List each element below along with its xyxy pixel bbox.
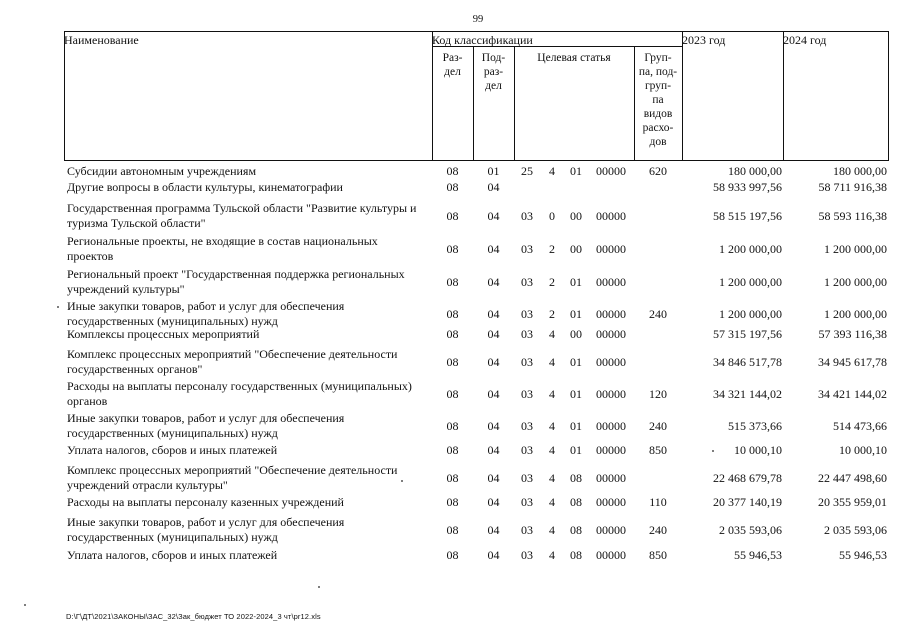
row-pr: 04 [487, 327, 500, 341]
row-y2023: 20 377 140,19 [713, 495, 782, 509]
row-pr: 04 [487, 242, 500, 256]
row-y2024: 58 593 116,38 [818, 209, 887, 223]
row-rz: 08 [446, 471, 459, 485]
row-name: Уплата налогов, сборов и иных платежей [67, 443, 278, 457]
row-y2024: 10 000,10 [839, 443, 887, 457]
row-rz: 08 [446, 307, 459, 321]
row-c1: 03 [521, 307, 533, 321]
row-rz: 08 [446, 523, 459, 537]
row-name: Комплекс процессных мероприятий "Обеспечение деятельности учреждений отрасли культуры" [67, 463, 398, 492]
row-c4: 00000 [596, 443, 626, 457]
row-c2: 2 [549, 242, 555, 256]
scan-speck [712, 450, 714, 452]
row-pr: 04 [487, 275, 500, 289]
header-name: Наименование [64, 33, 139, 47]
row-pr: 04 [487, 180, 500, 194]
row-c2: 0 [549, 209, 555, 223]
row-c3: 01 [570, 355, 582, 369]
row-vr: 240 [649, 523, 667, 537]
row-c4: 00000 [596, 164, 626, 178]
scan-speck [57, 306, 59, 308]
row-c2: 4 [549, 164, 555, 178]
row-y2023: 34 321 144,02 [713, 387, 782, 401]
row-c1: 03 [521, 495, 533, 509]
scan-speck [401, 480, 403, 482]
row-rz: 08 [446, 327, 459, 341]
row-name: Уплата налогов, сборов и иных платежей [67, 548, 278, 562]
row-c3: 01 [570, 419, 582, 433]
row-c2: 4 [549, 355, 555, 369]
row-y2023: 58 515 197,56 [713, 209, 782, 223]
row-c1: 03 [521, 419, 533, 433]
row-name: Иные закупки товаров, работ и услуг для обеспечения государственных (муниципальных) нужд [67, 299, 345, 328]
row-rz: 08 [446, 495, 459, 509]
row-pr: 04 [487, 443, 500, 457]
row-c4: 00000 [596, 275, 626, 289]
row-y2023: 1 200 000,00 [719, 307, 782, 321]
row-name: Другие вопросы в области культуры, кинематографии [67, 180, 343, 194]
header-expense-group: Груп- па, под- груп- па видов расхо- дов [638, 52, 678, 148]
row-y2023: 2 035 593,06 [719, 523, 782, 537]
row-name: Субсидии автономным учреждениям [67, 164, 257, 178]
row-c4: 00000 [596, 495, 626, 509]
row-y2024: 57 393 116,38 [818, 327, 887, 341]
row-c1: 03 [521, 387, 533, 401]
row-c4: 00000 [596, 307, 626, 321]
row-pr: 04 [487, 495, 500, 509]
row-c3: 01 [570, 164, 582, 178]
row-vr: 240 [649, 307, 667, 321]
row-c3: 08 [570, 495, 582, 509]
row-c1: 03 [521, 209, 533, 223]
row-c4: 00000 [596, 327, 626, 341]
row-pr: 04 [487, 419, 500, 433]
row-rz: 08 [446, 209, 459, 223]
file-path: D:\Г\ДТ\2021\ЗАКОНЫ\ЗАС_32\Зак_бюджет ТО 2022-2024_3 чт\pr12.xls [66, 612, 321, 621]
row-c3: 01 [570, 387, 582, 401]
row-c4: 00000 [596, 387, 626, 401]
row-pr: 04 [487, 548, 500, 562]
row-y2024: 55 946,53 [839, 548, 887, 562]
row-vr: 850 [649, 548, 667, 562]
row-c4: 00000 [596, 471, 626, 485]
row-vr: 850 [649, 443, 667, 457]
row-c2: 4 [549, 419, 555, 433]
header-year-2023: 2023 год [682, 33, 726, 47]
row-y2023: 34 846 517,78 [713, 355, 782, 369]
row-rz: 08 [446, 355, 459, 369]
row-c2: 2 [549, 307, 555, 321]
row-y2024: 34 421 144,02 [818, 387, 887, 401]
row-c4: 00000 [596, 523, 626, 537]
row-y2023: 1 200 000,00 [719, 275, 782, 289]
row-c2: 4 [549, 443, 555, 457]
row-y2024: 1 200 000,00 [824, 275, 887, 289]
row-rz: 08 [446, 387, 459, 401]
row-name: Расходы на выплаты персоналу казенных учреждений [67, 495, 344, 509]
page-number: 99 [472, 14, 484, 25]
row-y2024: 2 035 593,06 [824, 523, 887, 537]
header-year-2024: 2024 год [783, 33, 827, 47]
row-c3: 01 [570, 443, 582, 457]
row-c1: 25 [521, 164, 533, 178]
row-y2024: 1 200 000,00 [824, 307, 887, 321]
row-c2: 2 [549, 275, 555, 289]
row-y2024: 20 355 959,01 [818, 495, 887, 509]
row-y2023: 1 200 000,00 [719, 242, 782, 256]
row-y2023: 10 000,10 [734, 443, 782, 457]
row-name: Иные закупки товаров, работ и услуг для обеспечения государственных (муниципальных) нужд [67, 411, 345, 440]
row-c3: 00 [570, 209, 582, 223]
row-y2023: 180 000,00 [728, 164, 782, 178]
row-c1: 03 [521, 523, 533, 537]
row-c4: 00000 [596, 209, 626, 223]
row-y2023: 55 946,53 [734, 548, 782, 562]
row-c2: 4 [549, 471, 555, 485]
row-c2: 4 [549, 495, 555, 509]
row-c1: 03 [521, 548, 533, 562]
row-rz: 08 [446, 548, 459, 562]
row-rz: 08 [446, 242, 459, 256]
row-c1: 03 [521, 275, 533, 289]
row-c3: 08 [570, 523, 582, 537]
row-c2: 4 [549, 327, 555, 341]
row-c4: 00000 [596, 242, 626, 256]
row-name: Комплекс процессных мероприятий "Обеспечение деятельности государственных органов" [67, 347, 398, 376]
row-vr: 240 [649, 419, 667, 433]
row-name: Государственная программа Тульской области "Развитие культуры и туризма Тульской области" [67, 201, 417, 230]
row-pr: 04 [487, 307, 500, 321]
row-y2023: 515 373,66 [728, 419, 782, 433]
row-c3: 08 [570, 471, 582, 485]
row-c1: 03 [521, 443, 533, 457]
row-name: Комплексы процессных мероприятий [67, 327, 260, 341]
row-rz: 08 [446, 180, 459, 194]
row-pr: 01 [487, 164, 500, 178]
row-c3: 01 [570, 275, 582, 289]
row-c4: 00000 [596, 355, 626, 369]
row-y2023: 58 933 997,56 [713, 180, 782, 194]
row-c3: 01 [570, 307, 582, 321]
row-vr: 120 [649, 387, 667, 401]
row-c2: 4 [549, 387, 555, 401]
row-y2024: 58 711 916,38 [818, 180, 887, 194]
row-pr: 04 [487, 387, 500, 401]
row-c2: 4 [549, 523, 555, 537]
row-name: Расходы на выплаты персоналу государственных (муниципальных) органов [67, 379, 412, 408]
row-y2024: 34 945 617,78 [818, 355, 887, 369]
scan-speck [318, 586, 320, 588]
row-y2024: 22 447 498,60 [818, 471, 887, 485]
row-rz: 08 [446, 419, 459, 433]
header-podrazdel: Под- раз- дел [481, 52, 506, 92]
row-c4: 00000 [596, 419, 626, 433]
row-y2024: 1 200 000,00 [824, 242, 887, 256]
row-c3: 00 [570, 327, 582, 341]
row-rz: 08 [446, 443, 459, 457]
row-name: Региональные проекты, не входящие в состав национальных проектов [67, 234, 378, 263]
row-y2023: 57 315 197,56 [713, 327, 782, 341]
row-pr: 04 [487, 471, 500, 485]
row-c3: 08 [570, 548, 582, 562]
row-c2: 4 [549, 548, 555, 562]
row-vr: 110 [649, 495, 667, 509]
header-classification: Код классификации [432, 33, 533, 47]
row-y2024: 180 000,00 [833, 164, 887, 178]
row-c1: 03 [521, 242, 533, 256]
row-pr: 04 [487, 355, 500, 369]
row-vr: 620 [649, 164, 667, 178]
row-c3: 00 [570, 242, 582, 256]
row-name: Региональный проект "Государственная поддержка региональных учреждений культуры" [67, 267, 405, 296]
header-razdel: Раз- дел [442, 52, 463, 78]
row-rz: 08 [446, 275, 459, 289]
scan-speck [24, 604, 26, 606]
row-y2024: 514 473,66 [833, 419, 887, 433]
row-c1: 03 [521, 355, 533, 369]
row-c1: 03 [521, 327, 533, 341]
row-name: Иные закупки товаров, работ и услуг для обеспечения государственных (муниципальных) нужд [67, 515, 345, 544]
row-y2023: 22 468 679,78 [713, 471, 782, 485]
row-c4: 00000 [596, 548, 626, 562]
row-c1: 03 [521, 471, 533, 485]
header-target-article: Целевая статья [537, 52, 611, 64]
row-pr: 04 [487, 209, 500, 223]
row-rz: 08 [446, 164, 459, 178]
row-pr: 04 [487, 523, 500, 537]
